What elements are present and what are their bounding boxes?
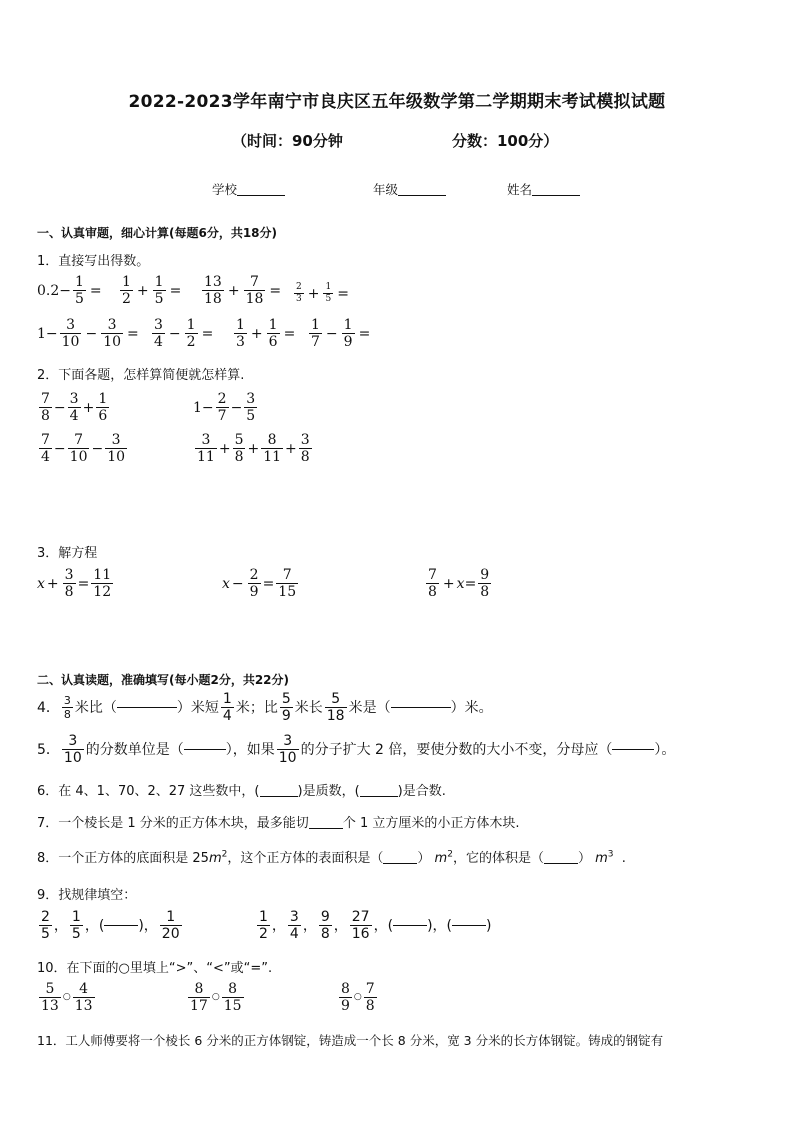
exam-score: 分数：100分） [452, 132, 559, 150]
denominator: 8 [480, 584, 490, 600]
compare-circle[interactable]: ○ [353, 992, 362, 1002]
fraction [267, 318, 280, 349]
q2-expr-b: 1− $\frac{2}{7}$ − $\frac{3}{5}$ [193, 391, 256, 424]
q3-equation-2: x − $\frac{2}{9}$ = $\frac{7}{15}$ [222, 567, 297, 600]
denominator: 7 [217, 408, 227, 424]
denominator: 8 [320, 926, 330, 942]
q1-expr-2: $\frac{1}{2}$ + $\frac{1}{5}$ = [122, 274, 182, 307]
q9-sequence-2: $\frac{1}{2}$ ， $\frac{3}{4}$ ， $\frac{9}{8}$ ， $\frac{27}{16}$ ，( )，( ) [259, 909, 492, 942]
numerator: 2 [249, 567, 259, 583]
numerator: 1 [154, 274, 164, 290]
answer-blank[interactable] [360, 796, 398, 797]
answer-blank[interactable] [544, 863, 578, 864]
fraction [68, 392, 81, 423]
denominator: 5 [246, 408, 256, 424]
numerator: 9 [480, 567, 490, 583]
denominator: 5 [71, 926, 81, 942]
denominator: 3 [296, 294, 302, 304]
numerator: 2 [41, 909, 50, 925]
denominator: 2 [186, 334, 196, 350]
numerator: 7 [282, 567, 292, 583]
fraction [309, 318, 322, 349]
denominator: 13 [41, 998, 59, 1014]
name-label: 姓名 [507, 182, 533, 197]
fraction [60, 318, 82, 349]
fraction [299, 433, 312, 464]
numerator: 1 [75, 274, 84, 290]
q1-expr-6: $\frac{3}{4}$ − $\frac{1}{2}$ = [154, 317, 214, 350]
fraction [478, 568, 491, 599]
numerator: 5 [45, 981, 55, 997]
fraction [39, 910, 52, 941]
numerator: 4 [79, 981, 89, 997]
fraction [70, 910, 83, 941]
numerator: 7 [365, 981, 375, 997]
q1-label: 1．直接写出得数。 [37, 254, 150, 269]
numerator: 3 [69, 391, 79, 407]
numerator: 11 [93, 567, 112, 583]
q2-expr-d: $\frac{3}{11}$ + $\frac{5}{8}$ + $\frac{8}{11}$ + $\frac{3}{8}$ [197, 432, 310, 465]
fraction [257, 910, 270, 941]
q1-expr-3: $\frac{13}{18}$ + $\frac{7}{18}$ = [204, 274, 282, 307]
fraction [185, 318, 198, 349]
denominator: 10 [278, 750, 297, 766]
numerator: 1 [325, 282, 332, 292]
fraction [244, 275, 266, 306]
fraction [248, 568, 261, 599]
numerator: 5 [234, 432, 244, 448]
numerator: 1 [268, 317, 278, 333]
fraction [244, 392, 257, 423]
answer-blank[interactable] [309, 828, 343, 829]
numerator: 7 [74, 432, 84, 448]
numerator: 3 [107, 317, 117, 333]
denominator: 8 [234, 449, 244, 465]
numerator: 3 [63, 694, 71, 707]
q1-expr-4: $\frac{2}{3}$ + $\frac{1}{5}$ = [296, 282, 349, 304]
numerator: 1 [311, 317, 320, 333]
denominator: 15 [278, 584, 297, 600]
compare-circle[interactable]: ○ [211, 992, 220, 1002]
fraction [233, 433, 246, 464]
q4: 4． $\frac{3}{8}$ 米比（ ）米短 $\frac{1}{4}$ 米；比 $\frac{5}{9}$ 米长 $\frac{5}{18}$ 米是（ ）米。 [37, 691, 493, 724]
q9-label: 9．找规律填空： [37, 888, 137, 903]
denominator: 8 [41, 408, 50, 424]
denominator: 5 [41, 926, 50, 942]
numerator: 1 [259, 909, 268, 925]
denominator: 4 [222, 708, 232, 724]
fraction [342, 318, 355, 349]
answer-blank[interactable] [391, 707, 451, 708]
denominator: 10 [103, 334, 122, 350]
denominator: 4 [69, 408, 79, 424]
answer-blank[interactable] [260, 796, 298, 797]
denominator: 17 [190, 998, 208, 1014]
answer-blank[interactable] [184, 749, 226, 750]
denominator: 12 [93, 584, 112, 600]
fraction [202, 275, 224, 306]
fraction [39, 433, 52, 464]
denominator: 9 [343, 334, 353, 350]
numerator: 3 [68, 733, 78, 749]
fraction [277, 734, 299, 765]
fraction [39, 982, 61, 1013]
denominator: 5 [154, 291, 164, 307]
denominator: 4 [41, 449, 50, 465]
answer-blank[interactable] [612, 749, 654, 750]
numerator: 7 [250, 274, 259, 290]
answer-blank[interactable] [117, 707, 177, 708]
fraction [73, 275, 86, 306]
denominator: 9 [249, 584, 259, 600]
fraction [339, 982, 352, 1013]
q2-expr-c: $\frac{7}{4}$ − $\frac{7}{10}$ − $\frac{3}{10}$ [41, 432, 126, 465]
q5: 5． $\frac{3}{10}$ 的分数单位是（ ），如果 $\frac{3}{10}$ 的分子扩大 2 倍，要使分数的大小不变，分母应（ ）。 [37, 733, 676, 766]
school-label: 学校 [212, 182, 238, 197]
denominator: 13 [74, 998, 93, 1014]
denominator: 18 [245, 291, 264, 307]
q7: 7．一个棱长是 1 分米的正方体木块，最多能切 个 1 立方厘米的小正方体木块. [37, 816, 520, 831]
fraction [73, 982, 95, 1013]
fraction [105, 433, 127, 464]
q10-label: 10．在下面的○里填上“>”、“<”或“=”. [37, 961, 273, 976]
fraction [68, 433, 90, 464]
numerator: 13 [204, 274, 222, 290]
q3-equation-1: x + $\frac{3}{8}$ = $\frac{11}{12}$ [37, 567, 112, 600]
denominator: 5 [325, 294, 332, 304]
answer-blank[interactable] [393, 925, 427, 926]
denominator: 8 [300, 449, 310, 465]
fraction [188, 982, 210, 1013]
fraction [101, 318, 123, 349]
grade-blank[interactable] [398, 183, 446, 196]
denominator: 8 [428, 584, 437, 600]
fraction [195, 433, 217, 464]
q1-expr-7: $\frac{1}{3}$ + $\frac{1}{6}$ = [236, 317, 296, 350]
q2-expr-a: $\frac{7}{8}$ − $\frac{3}{4}$ + $\frac{1}{6}$ [41, 391, 108, 424]
denominator: 6 [268, 334, 278, 350]
denominator: 4 [289, 926, 299, 942]
numerator: 2 [296, 282, 302, 292]
fraction [63, 568, 76, 599]
fraction [216, 392, 229, 423]
fraction [280, 692, 293, 723]
fraction [222, 982, 244, 1013]
denominator: 20 [161, 926, 180, 942]
q10-compare-2 [186, 982, 246, 1013]
numerator: 8 [341, 981, 350, 997]
numerator: 1 [71, 909, 81, 925]
numerator: 3 [300, 432, 310, 448]
fraction [62, 695, 73, 720]
q2-label: 2．下面各题，怎样算简便就怎样算. [37, 368, 245, 383]
denominator: 8 [365, 998, 375, 1014]
name-field[interactable] [507, 180, 580, 198]
answer-blank[interactable] [452, 925, 486, 926]
grade-field[interactable] [373, 180, 446, 198]
fraction [62, 734, 84, 765]
numerator: 1 [166, 909, 176, 925]
denominator: 9 [341, 998, 350, 1014]
denominator: 8 [64, 584, 74, 600]
fraction [261, 433, 283, 464]
denominator: 7 [311, 334, 320, 350]
fraction [364, 982, 377, 1013]
fraction [39, 392, 52, 423]
denominator: 11 [263, 449, 282, 465]
numerator: 3 [201, 432, 211, 448]
q1-expr-1: 0.2− $\frac{1}{5}$ = [37, 274, 102, 307]
denominator: 2 [122, 291, 131, 307]
denominator: 2 [259, 926, 268, 942]
fraction [221, 692, 234, 723]
denominator: 10 [61, 334, 80, 350]
fraction [91, 568, 113, 599]
q11: 11．工人师傅要将一个棱长 6 分米的正方体钢锭，铸造成一个长 8 分米，宽 3 分米的长方体钢锭。铸成的钢锭有 [37, 1033, 664, 1048]
q8: 8．一个正方体的底面积是 $25m^2$，这个正方体的表面积是（ ） $m^2$，它的体积是（ ） $m^3$ . [37, 849, 626, 866]
school-field[interactable] [212, 180, 285, 198]
numerator: 1 [186, 317, 196, 333]
numerator: 1 [98, 391, 108, 407]
fraction [426, 568, 439, 599]
numerator: 8 [194, 981, 204, 997]
numerator: 27 [351, 909, 370, 925]
numerator: 7 [41, 432, 50, 448]
fraction [96, 392, 109, 423]
denominator: 18 [204, 291, 222, 307]
section-1-heading: 一、认真审题，细心计算(每题6分，共18分) [37, 226, 278, 240]
fraction [294, 283, 304, 304]
fraction [152, 318, 165, 349]
numerator: 3 [111, 432, 121, 448]
numerator: 3 [289, 909, 299, 925]
numerator: 1 [236, 317, 245, 333]
fraction [234, 318, 247, 349]
exam-time: （时间：90分钟 [232, 132, 343, 150]
denominator: 3 [236, 334, 245, 350]
denominator: 11 [197, 449, 215, 465]
fraction [350, 910, 372, 941]
denominator: 5 [75, 291, 84, 307]
fraction [319, 910, 332, 941]
numerator: 3 [154, 317, 163, 333]
school-blank[interactable] [237, 183, 285, 196]
fraction [120, 275, 133, 306]
q6: 6．在 4、1、70、2、27 这些数中，( )是质数，( )是合数. [37, 784, 446, 799]
denominator: 15 [223, 998, 242, 1014]
name-blank[interactable] [532, 183, 580, 196]
q1-expr-5: 1− $\frac{3}{10}$ − $\frac{3}{10}$ = [37, 317, 139, 350]
numerator: 3 [283, 733, 293, 749]
numerator: 5 [331, 691, 341, 707]
numerator: 2 [217, 391, 227, 407]
page-title: 2022-2023学年南宁市良庆区五年级数学第二学期期末考试模拟试题 [128, 92, 666, 112]
q1-expr-8: $\frac{1}{7}$ − $\frac{1}{9}$ = [311, 317, 371, 350]
numerator: 3 [66, 317, 76, 333]
denominator: 16 [351, 926, 370, 942]
denominator: 10 [63, 750, 82, 766]
q9-sequence-1: $\frac{2}{5}$ ， $\frac{1}{5}$ ，( )， $\frac{1}{20}$ [41, 909, 180, 942]
numerator: 7 [428, 567, 437, 583]
numerator: 1 [222, 691, 232, 707]
numerator: 3 [64, 567, 74, 583]
numerator: 3 [246, 391, 256, 407]
denominator: 8 [63, 708, 71, 721]
q3-label: 3．解方程 [37, 546, 98, 561]
denominator: 10 [107, 449, 126, 465]
denominator: 9 [281, 708, 291, 724]
numerator: 1 [343, 317, 353, 333]
q3-equation-3: $\frac{7}{8}$ + x = $\frac{9}{8}$ [428, 567, 490, 600]
q10-compare-3 [337, 982, 379, 1013]
fraction [288, 910, 301, 941]
denominator: 10 [69, 449, 88, 465]
q10-compare-1 [37, 982, 97, 1013]
fraction [325, 692, 347, 723]
grade-label: 年级 [373, 182, 399, 197]
section-2-heading: 二、认真读题，准确填写(每小题2分，共22分) [37, 673, 290, 687]
denominator: 4 [154, 334, 163, 350]
answer-blank[interactable] [383, 863, 417, 864]
numerator: 5 [281, 691, 291, 707]
numerator: 9 [320, 909, 330, 925]
numerator: 1 [122, 274, 131, 290]
numerator: 8 [228, 981, 238, 997]
numerator: 8 [267, 432, 277, 448]
denominator: 18 [326, 708, 345, 724]
answer-blank[interactable] [104, 925, 138, 926]
denominator: 6 [98, 408, 108, 424]
compare-circle[interactable]: ○ [62, 992, 71, 1002]
fraction [153, 275, 166, 306]
q1-r1e1-prefix: 0.2− [37, 282, 71, 299]
fraction [160, 910, 182, 941]
fraction [323, 283, 333, 304]
fraction [276, 568, 298, 599]
numerator: 7 [41, 391, 50, 407]
